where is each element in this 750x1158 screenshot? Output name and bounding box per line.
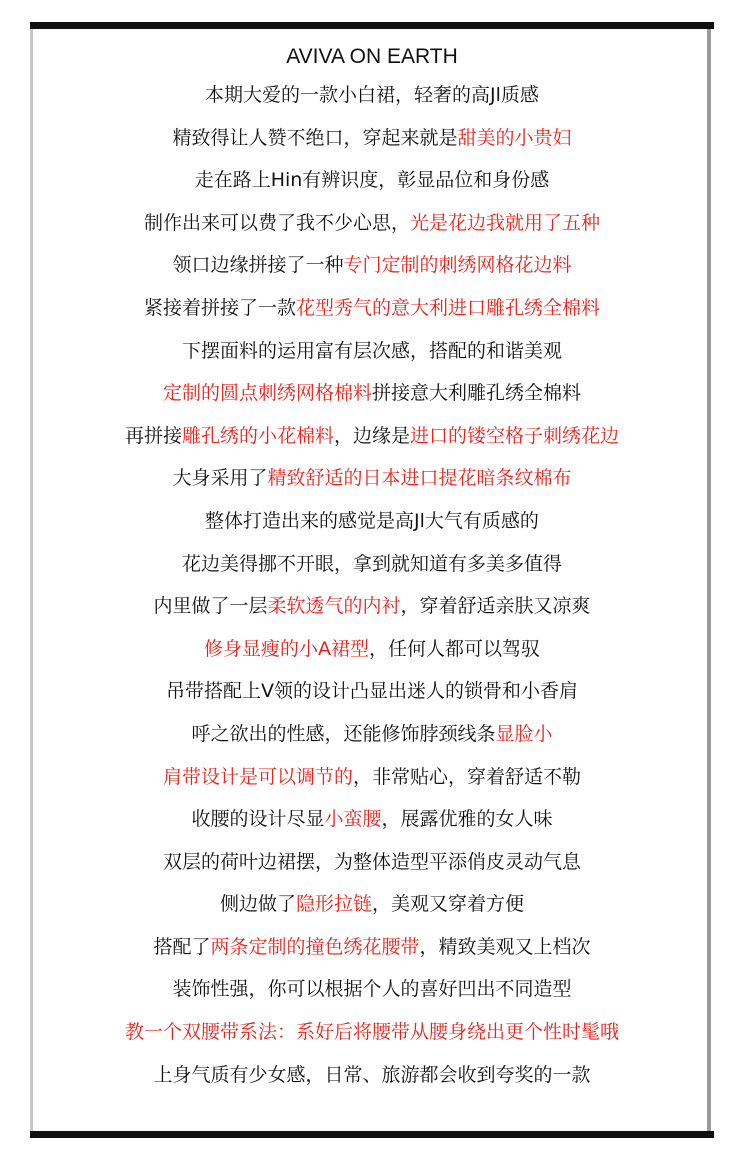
body-text: 双层的荷叶边裙摆，为整体造型平添俏皮灵动气息 (162, 850, 581, 873)
description-line (40, 1011, 704, 1054)
top-scroll-bar (30, 22, 714, 29)
body-text: 走在路上Hin有辨识度，彰显品位和身份感 (194, 169, 550, 192)
highlight-text: 教一个双腰带系法：系好后将腰带从腰身绕出更个性时髦哦 (124, 1021, 619, 1044)
body-text: 装饰性强，你可以根据个人的喜好凹出不同造型 (172, 978, 572, 1001)
body-text: 上身气质有少女感，日常、旅游都会收到夸奖的一款 (153, 1063, 591, 1086)
highlight-text: 精致舒适的日本进口提花暗条纹棉布 (267, 467, 572, 490)
body-text: 呼之欲出的性感，还能修饰脖颈线条 (191, 722, 496, 745)
highlight-text: 修身显瘦的小A裙型 (203, 637, 369, 660)
body-text: 本期大爱的一款小白裙，轻奢的高Jl质感 (205, 84, 539, 106)
description-line (40, 330, 704, 373)
highlight-text: 进口的镂空格子刺绣花边 (410, 424, 620, 447)
description-line (40, 159, 704, 202)
description-line (40, 628, 704, 671)
body-text: 制作出来可以费了我不少心思， (143, 211, 410, 234)
body-text: 整体打造出来的感觉是高Jl大气有质感的 (205, 509, 539, 532)
body-text: 精致得让人赞不绝口，穿起来就是 (172, 126, 458, 149)
right-edge-shadow (707, 29, 711, 1131)
bottom-scroll-bar (30, 1131, 714, 1138)
description-line (40, 500, 704, 543)
description-line (40, 883, 704, 926)
description-line (40, 841, 704, 884)
body-text: 收腰的设计尽显 (191, 808, 325, 831)
description-lines (40, 74, 704, 1096)
description-line (40, 202, 704, 245)
description-line (40, 926, 704, 969)
body-text: 领口边缘拼接了一种 (172, 254, 344, 277)
body-text: ，美观又穿着方便 (372, 893, 525, 916)
description-line (40, 117, 704, 160)
description-line (40, 543, 704, 586)
brand-title: AVIVA ON EARTH (286, 45, 458, 68)
body-text: ，展露优雅的女人味 (381, 808, 553, 831)
highlight-text: 甜美的小贵妇 (457, 126, 572, 149)
description-line (40, 415, 704, 458)
highlight-text: 显脸小 (495, 722, 553, 745)
body-text: 吊带搭配上V领的设计凸显出迷人的锁骨和小香肩 (166, 680, 578, 703)
description-line (40, 713, 704, 756)
body-text: 拼接意大利雕孔绣全棉料 (372, 382, 582, 405)
description-line (40, 798, 704, 841)
highlight-text: 肩带设计是可以调节的 (162, 765, 353, 788)
body-text: ，边缘是 (334, 424, 411, 447)
description-line (40, 287, 704, 330)
left-edge-shadow (30, 29, 33, 1131)
highlight-text: 专门定制的刺绣网格花边料 (343, 254, 572, 277)
body-text: ，穿着舒适亲肤又凉爽 (400, 595, 591, 618)
highlight-text: 定制的圆点刺绣网格棉料 (162, 382, 372, 405)
body-text: 紧接着拼接了一款 (143, 296, 296, 319)
description-line (40, 1054, 704, 1097)
description-line (40, 756, 704, 799)
body-text: ，任何人都可以驾驭 (368, 637, 540, 660)
body-text: 下摆面料的运用富有层次感，搭配的和谐美观 (181, 339, 562, 362)
description-line (40, 670, 704, 713)
description-line (40, 372, 704, 415)
highlight-text: 两条定制的撞色绣花腰带 (210, 935, 420, 958)
body-text: 内里做了一层 (153, 595, 268, 618)
description-line (40, 457, 704, 500)
highlight-text: 柔软透气的内衬 (267, 595, 401, 618)
body-text: ，精致美观又上档次 (419, 935, 591, 958)
body-text: ，非常贴心，穿着舒适不勒 (353, 765, 582, 788)
body-text: 搭配了 (153, 935, 211, 958)
description-line (40, 585, 704, 628)
body-text: 侧边做了 (219, 893, 296, 916)
body-text: 大身采用了 (172, 467, 268, 490)
product-description (40, 40, 704, 1096)
highlight-text: 小蛮腰 (324, 808, 382, 831)
highlight-text: 光是花边我就用了五种 (410, 211, 601, 234)
highlight-text: 雕孔绣的小花棉料 (181, 424, 334, 447)
highlight-text: 隐形拉链 (295, 893, 372, 916)
body-text: 再拼接 (124, 424, 182, 447)
description-line (40, 74, 704, 117)
body-text: 花边美得挪不开眼，拿到就知道有多美多值得 (181, 552, 562, 575)
description-line (40, 968, 704, 1011)
description-line (40, 244, 704, 287)
highlight-text: 花型秀气的意大利进口雕孔绣全棉料 (296, 296, 601, 319)
